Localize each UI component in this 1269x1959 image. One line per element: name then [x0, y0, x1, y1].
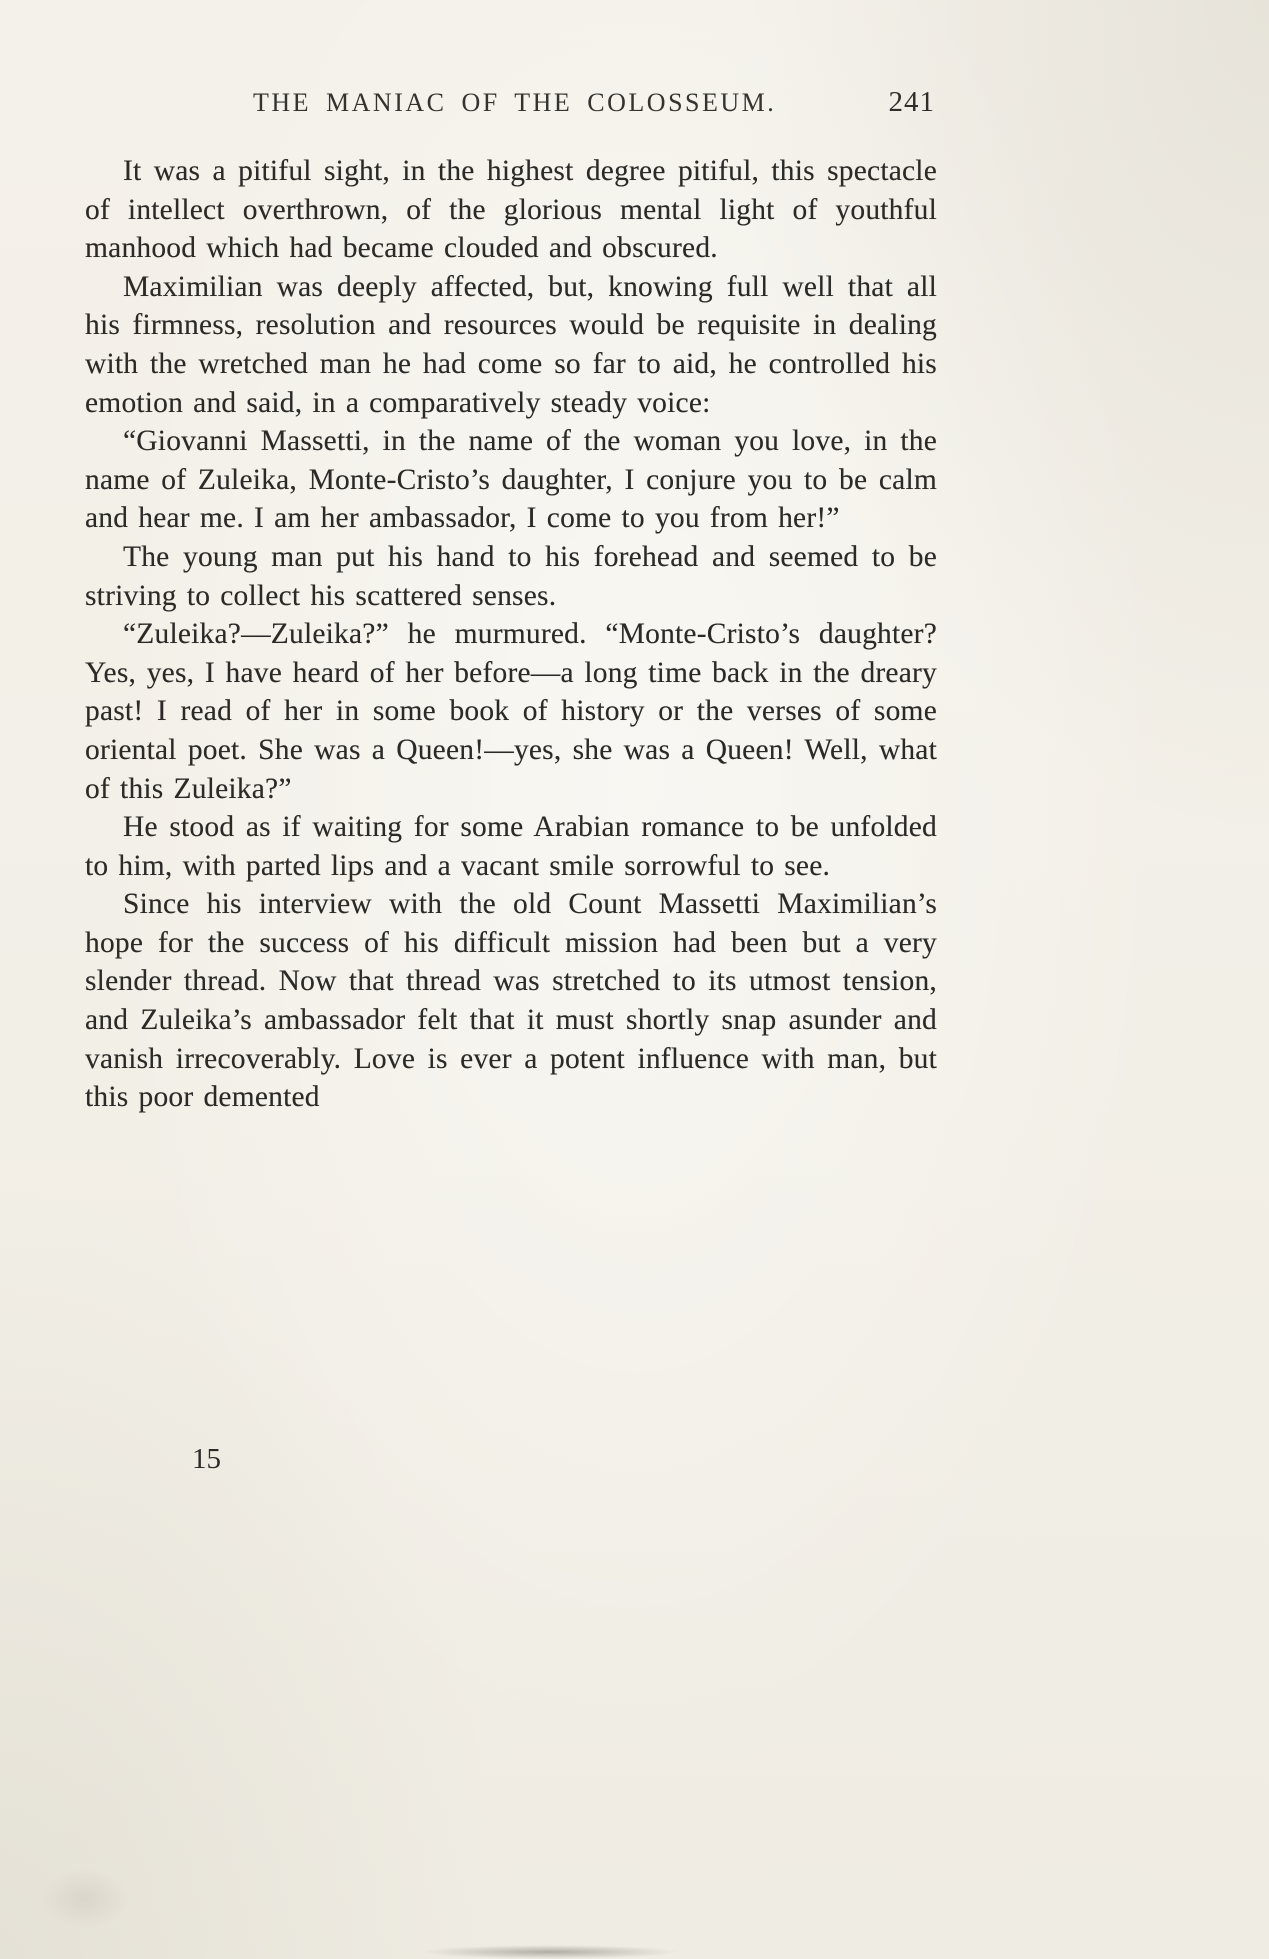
paragraph: “Giovanni Massetti, in the name of the woman you love, in the name of Zuleika, Monte-Cristo’s daughter, I conjure you to be calm and hear me. I am her ambassador, I come to you from her!”	[85, 425, 937, 535]
paragraph: Since his interview with the old Count Massetti Maximilian’s hope for the success of his difficult mission had been but a very slender thread. Now that thread was stretched to its utmost tension, and Zuleika’s ambassador felt that it must shortly snap asunder and vanish irrecoverably. Love is ever a potent influence with man, but this poor demented	[85, 888, 937, 1114]
page-number: 241	[888, 86, 935, 118]
page-header	[85, 86, 935, 119]
paragraph: The young man put his hand to his forehead and seemed to be striving to collect his scattered senses.	[85, 540, 937, 612]
signature-mark: 15	[192, 1443, 221, 1475]
paragraph: Maximilian was deeply affected, but, knowing full well that all his firmness, resolution and resources would be requisite in dealing with the wretched man he had come so far to aid, he controlled his emotion and said, in a comparatively steady voice:	[85, 270, 937, 419]
running-title: THE MANIAC OF THE COLOSSEUM.	[253, 88, 777, 117]
paragraph: He stood as if waiting for some Arabian romance to be unfolded to him, with parted lips and a vacant smile sorrowful to see.	[85, 811, 937, 882]
scan-smudge	[40, 1869, 130, 1929]
paragraph: “Zuleika?—Zuleika?” he murmured. “Monte-Cristo’s daughter? Yes, yes, I have heard of her before—a long time back in the dreary past! I read of her in some book of history or the verses of some oriental poet. She was a Queen!—yes, she was a Queen! Well, what of this Zuleika?”	[85, 618, 937, 805]
paragraph: It was a pitiful sight, in the highest degree pitiful, this spectacle of intellect overthrown, of the glorious mental light of youthful manhood which had became clouded and obscured.	[85, 155, 937, 265]
body-text	[85, 152, 937, 1117]
scan-smudge	[420, 1945, 680, 1959]
